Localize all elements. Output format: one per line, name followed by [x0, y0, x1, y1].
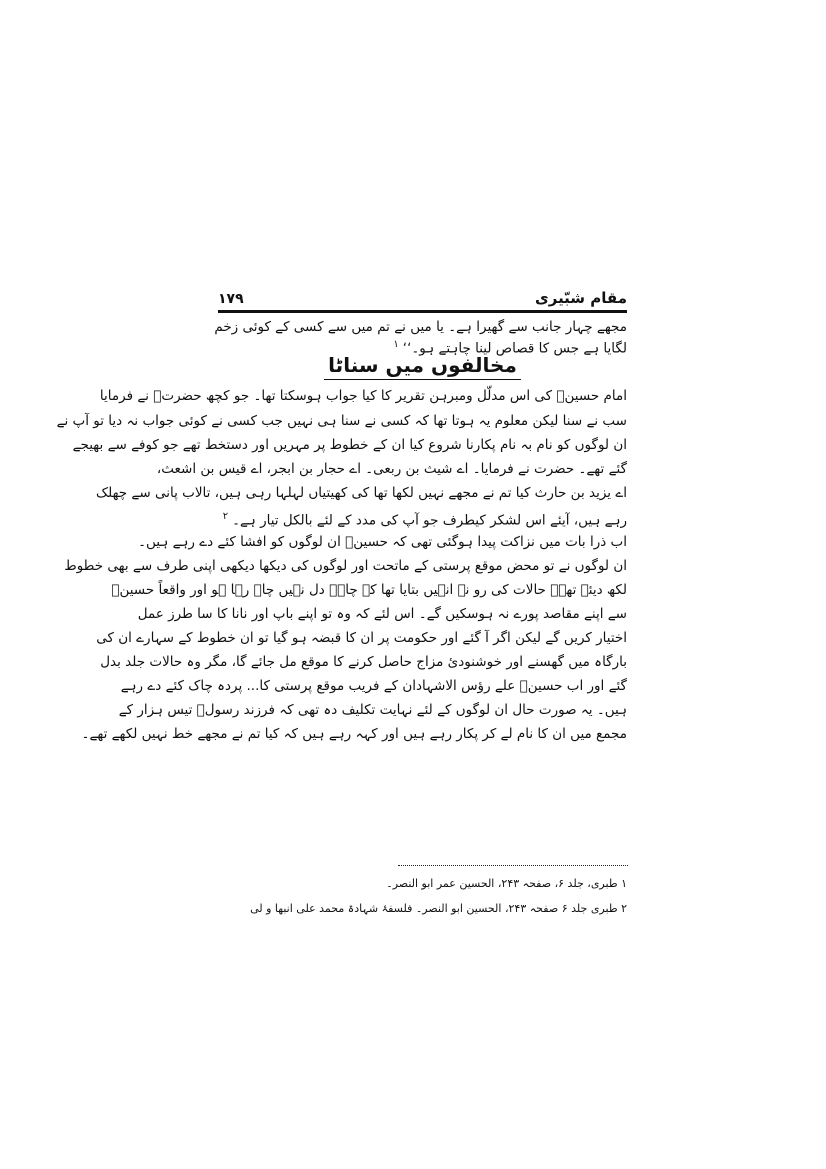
line-text: مجمع میں ان کا نام لے کر پکار رہے ہیں اور کہہ رہے ہیں کہ کیا تم نے مجھے خط نہیں لکھے تھے۔: [81, 726, 627, 742]
text-line: [99, 387, 627, 407]
text-line: [100, 653, 627, 673]
header-rule: [218, 310, 627, 313]
line-text: اے یزید بن حارث کیا تم نے مجھے نہیں لکھا تھا کی کھیتیاں لہلہا رہی ہیں، تالاب پانی سے چھلک: [96, 485, 627, 501]
text-line: [96, 629, 627, 649]
text-line: [156, 460, 627, 480]
text-line: [111, 581, 627, 601]
text-line: [96, 484, 627, 504]
footnote-divider: [398, 865, 628, 866]
text-line: [137, 605, 627, 625]
footnote: [300, 877, 627, 893]
text-line: [120, 677, 627, 697]
footnote: [218, 902, 627, 918]
line-text: گئے اور اب حسینؑ علے رؤس الاشہادان کے فریب موقع پرستی کا... پردہ چاک کئے دے رہے: [120, 678, 627, 694]
text-line: [138, 533, 627, 553]
line-text: مجھے چہار جانب سے گھیرا ہے۔ یا میں نے تم میں سے کسی کے کوئی زخم: [214, 319, 627, 335]
text-line: [64, 557, 627, 577]
line-text: سے اپنے مقاصد پورے نہ ہوسکیں گے۔ اس لئے کہ وہ تو اپنے باپ اور نانا کا سا طرز عمل: [137, 606, 627, 622]
footnote-ref: ۲: [222, 511, 229, 522]
line-text: گئے تھے۔ حضرت نے فرمایا۔ اے شیث بن ربعی۔ اے حجار بن ابجر، اے قیس بن اشعث،: [156, 461, 627, 477]
text-line: [81, 725, 627, 745]
text-line: [118, 701, 627, 721]
footnote-text: ۲ طبری جلد ۶ صفحہ ۲۴۳، الحسین ابو النصر۔ فلسفۂ شہادۃ محمد علی انبھا و لی: [250, 902, 627, 915]
section-heading: [218, 352, 627, 380]
line-text: اب ذرا بات میں نزاکت پیدا ہوگئی تھی کہ حسینؑ ان لوگوں کو افشا کئے دے رہے ہیں۔: [138, 534, 627, 550]
footnote-ref: ۱: [393, 339, 399, 350]
line-text: اختیار کریں گے لیکن اگر آ گئے اور حکومت پر ان کا قبضہ ہو گیا تو ان خطوط کے سہارے ان کی: [96, 630, 627, 646]
line-text: سب نے سنا لیکن معلوم یہ ہوتا تھا کہ کسی نے سنا ہی نہیں جب کسی نے کوئی جواب نہ دیا تو آپ نے: [56, 413, 627, 429]
line-text: بارگاہ میں گھسنے اور خوشنودیٔ مزاج حاصل کرنے کا موقع مل جائے گا، مگر وہ حالات جلد بدل: [100, 654, 627, 670]
running-header: [218, 283, 627, 307]
text-line: [56, 412, 627, 432]
line-text: امام حسینؑ کی اس مدلّل ومبرہن تقریر کا کیا جواب ہوسکتا تھا۔ جو کچھ حضرتؑ نے فرمایا: [99, 388, 627, 404]
line-text: لکھ دیئے تھے۔ حالات کی رو نے انہیں بتایا تھا کہ چاہے دل نہیں چاہ رہا ہو اور واقعاً حسینؑ: [111, 582, 627, 598]
line-text: ان لوگوں کو نام بہ نام پکارنا شروع کیا ان کے خطوط پر مہریں اور دستخط تھے جو کوفے سے بھیجے: [72, 437, 627, 453]
running-title: مقام شبّیری: [534, 289, 627, 307]
line-text: ہیں۔ یہ صورت حال ان لوگوں کے لئے نہایت تکلیف دہ تھی کہ فرزند رسولؐ تیس ہزار کے: [118, 702, 627, 718]
section-heading-text: مخالفوں میں سناٹا: [324, 352, 521, 380]
line-text: ان لوگوں نے تو محض موقع پرستی کے ماتحت اور لوگوں کی دیکھا دیکھی اپنی طرف سے بھی خطوط: [64, 558, 627, 574]
text-line: [214, 318, 627, 338]
text-line: [218, 508, 627, 528]
line-text: رہے ہیں، آیئے اس لشکر کیطرف جو آپ کی مدد کے لئے بالکل تیار ہے۔: [232, 512, 627, 529]
footnote-text: ۱ طبری، جلد ۶، صفحہ ۲۴۳، الحسین عمر ابو النصر۔: [386, 877, 627, 890]
line-text: لگایا ہے جس کا قصاص لینا چاہتے ہو۔‘‘: [402, 340, 627, 357]
text-line: [72, 436, 627, 456]
page-number: ۱۷۹: [218, 291, 244, 307]
